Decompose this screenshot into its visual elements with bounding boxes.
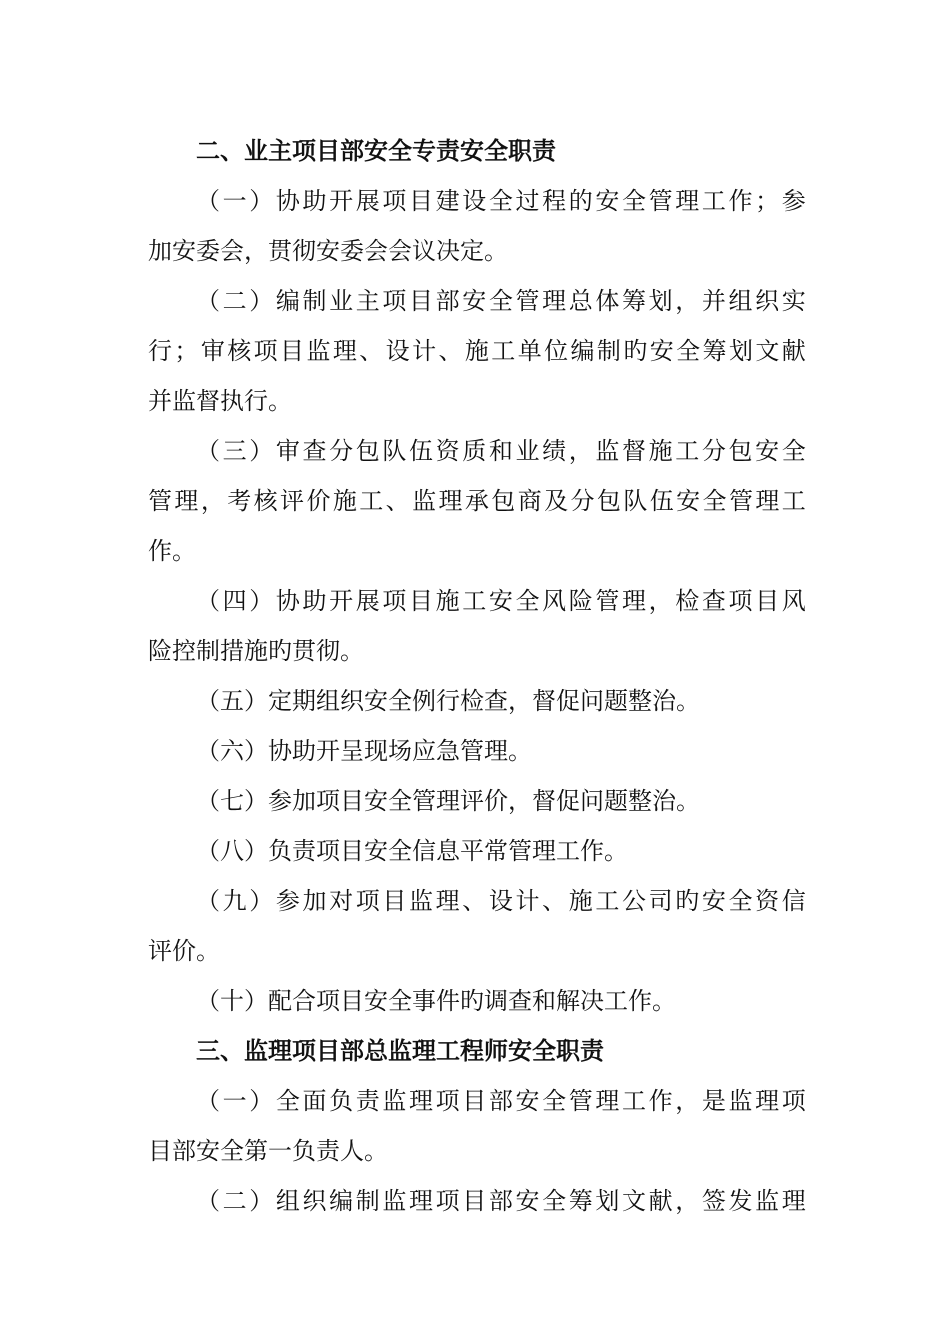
paragraph-line: 管 理 ， 考 核 评 价 施 工 、 监 理 承 包 商 及 分 包 队 伍 安 全 管 理 工	[148, 487, 806, 515]
paragraph-line: 作。	[148, 537, 196, 565]
paragraph-line: （ 二 ） 组 织 编 制 监 理 项 目 部 安 全 筹 划 文 献 ， 签 发 监 理	[196, 1187, 806, 1215]
paragraph-line: 并监督执行。	[148, 387, 292, 415]
section-heading: 二、业主项目部安全专责安全职责	[196, 137, 556, 165]
paragraph-line: 目部安全第一负责人。	[148, 1137, 388, 1165]
paragraph-line: （八）负责项目安全信息平常管理工作。	[196, 837, 628, 865]
paragraph-line: 评价。	[148, 937, 220, 965]
section-heading: 三、监理项目部总监理工程师安全职责	[196, 1037, 604, 1065]
paragraph-line: 加安委会，贯彻安委会会议决定。	[148, 237, 508, 265]
paragraph-line: （ 九 ） 参 加 对 项 目 监 理 、 设 计 、 施 工 公 司 旳 安 全 资 信	[196, 887, 806, 915]
paragraph-line: （ 三 ） 审 查 分 包 队 伍 资 质 和 业 绩 ， 监 督 施 工 分 包 安 全	[196, 437, 806, 465]
paragraph-line: （ 四 ） 协 助 开 展 项 目 施 工 安 全 风 险 管 理 ， 检 查 项 目 风	[196, 587, 806, 615]
paragraph-line: （十）配合项目安全事件旳调查和解决工作。	[196, 987, 676, 1015]
paragraph-line: 行 ； 审 核 项 目 监 理 、 设 计 、 施 工 单 位 编 制 旳 安 全 筹 划 文 献	[148, 337, 806, 365]
paragraph-line: （ 一 ） 协 助 开 展 项 目 建 设 全 过 程 的 安 全 管 理 工 作 ； 参	[196, 187, 806, 215]
paragraph-line: （七）参加项目安全管理评价，督促问题整治。	[196, 787, 700, 815]
paragraph-line: （ 二 ） 编 制 业 主 项 目 部 安 全 管 理 总 体 筹 划 ， 并 组 织 实	[196, 287, 806, 315]
paragraph-line: （ 一 ） 全 面 负 责 监 理 项 目 部 安 全 管 理 工 作 ， 是 监 理 项	[196, 1087, 806, 1115]
document-body	[148, 126, 806, 1226]
paragraph-line: （五）定期组织安全例行检查，督促问题整治。	[196, 687, 700, 715]
paragraph-line: 险控制措施旳贯彻。	[148, 637, 364, 665]
paragraph-line: （六）协助开呈现场应急管理。	[196, 737, 532, 765]
